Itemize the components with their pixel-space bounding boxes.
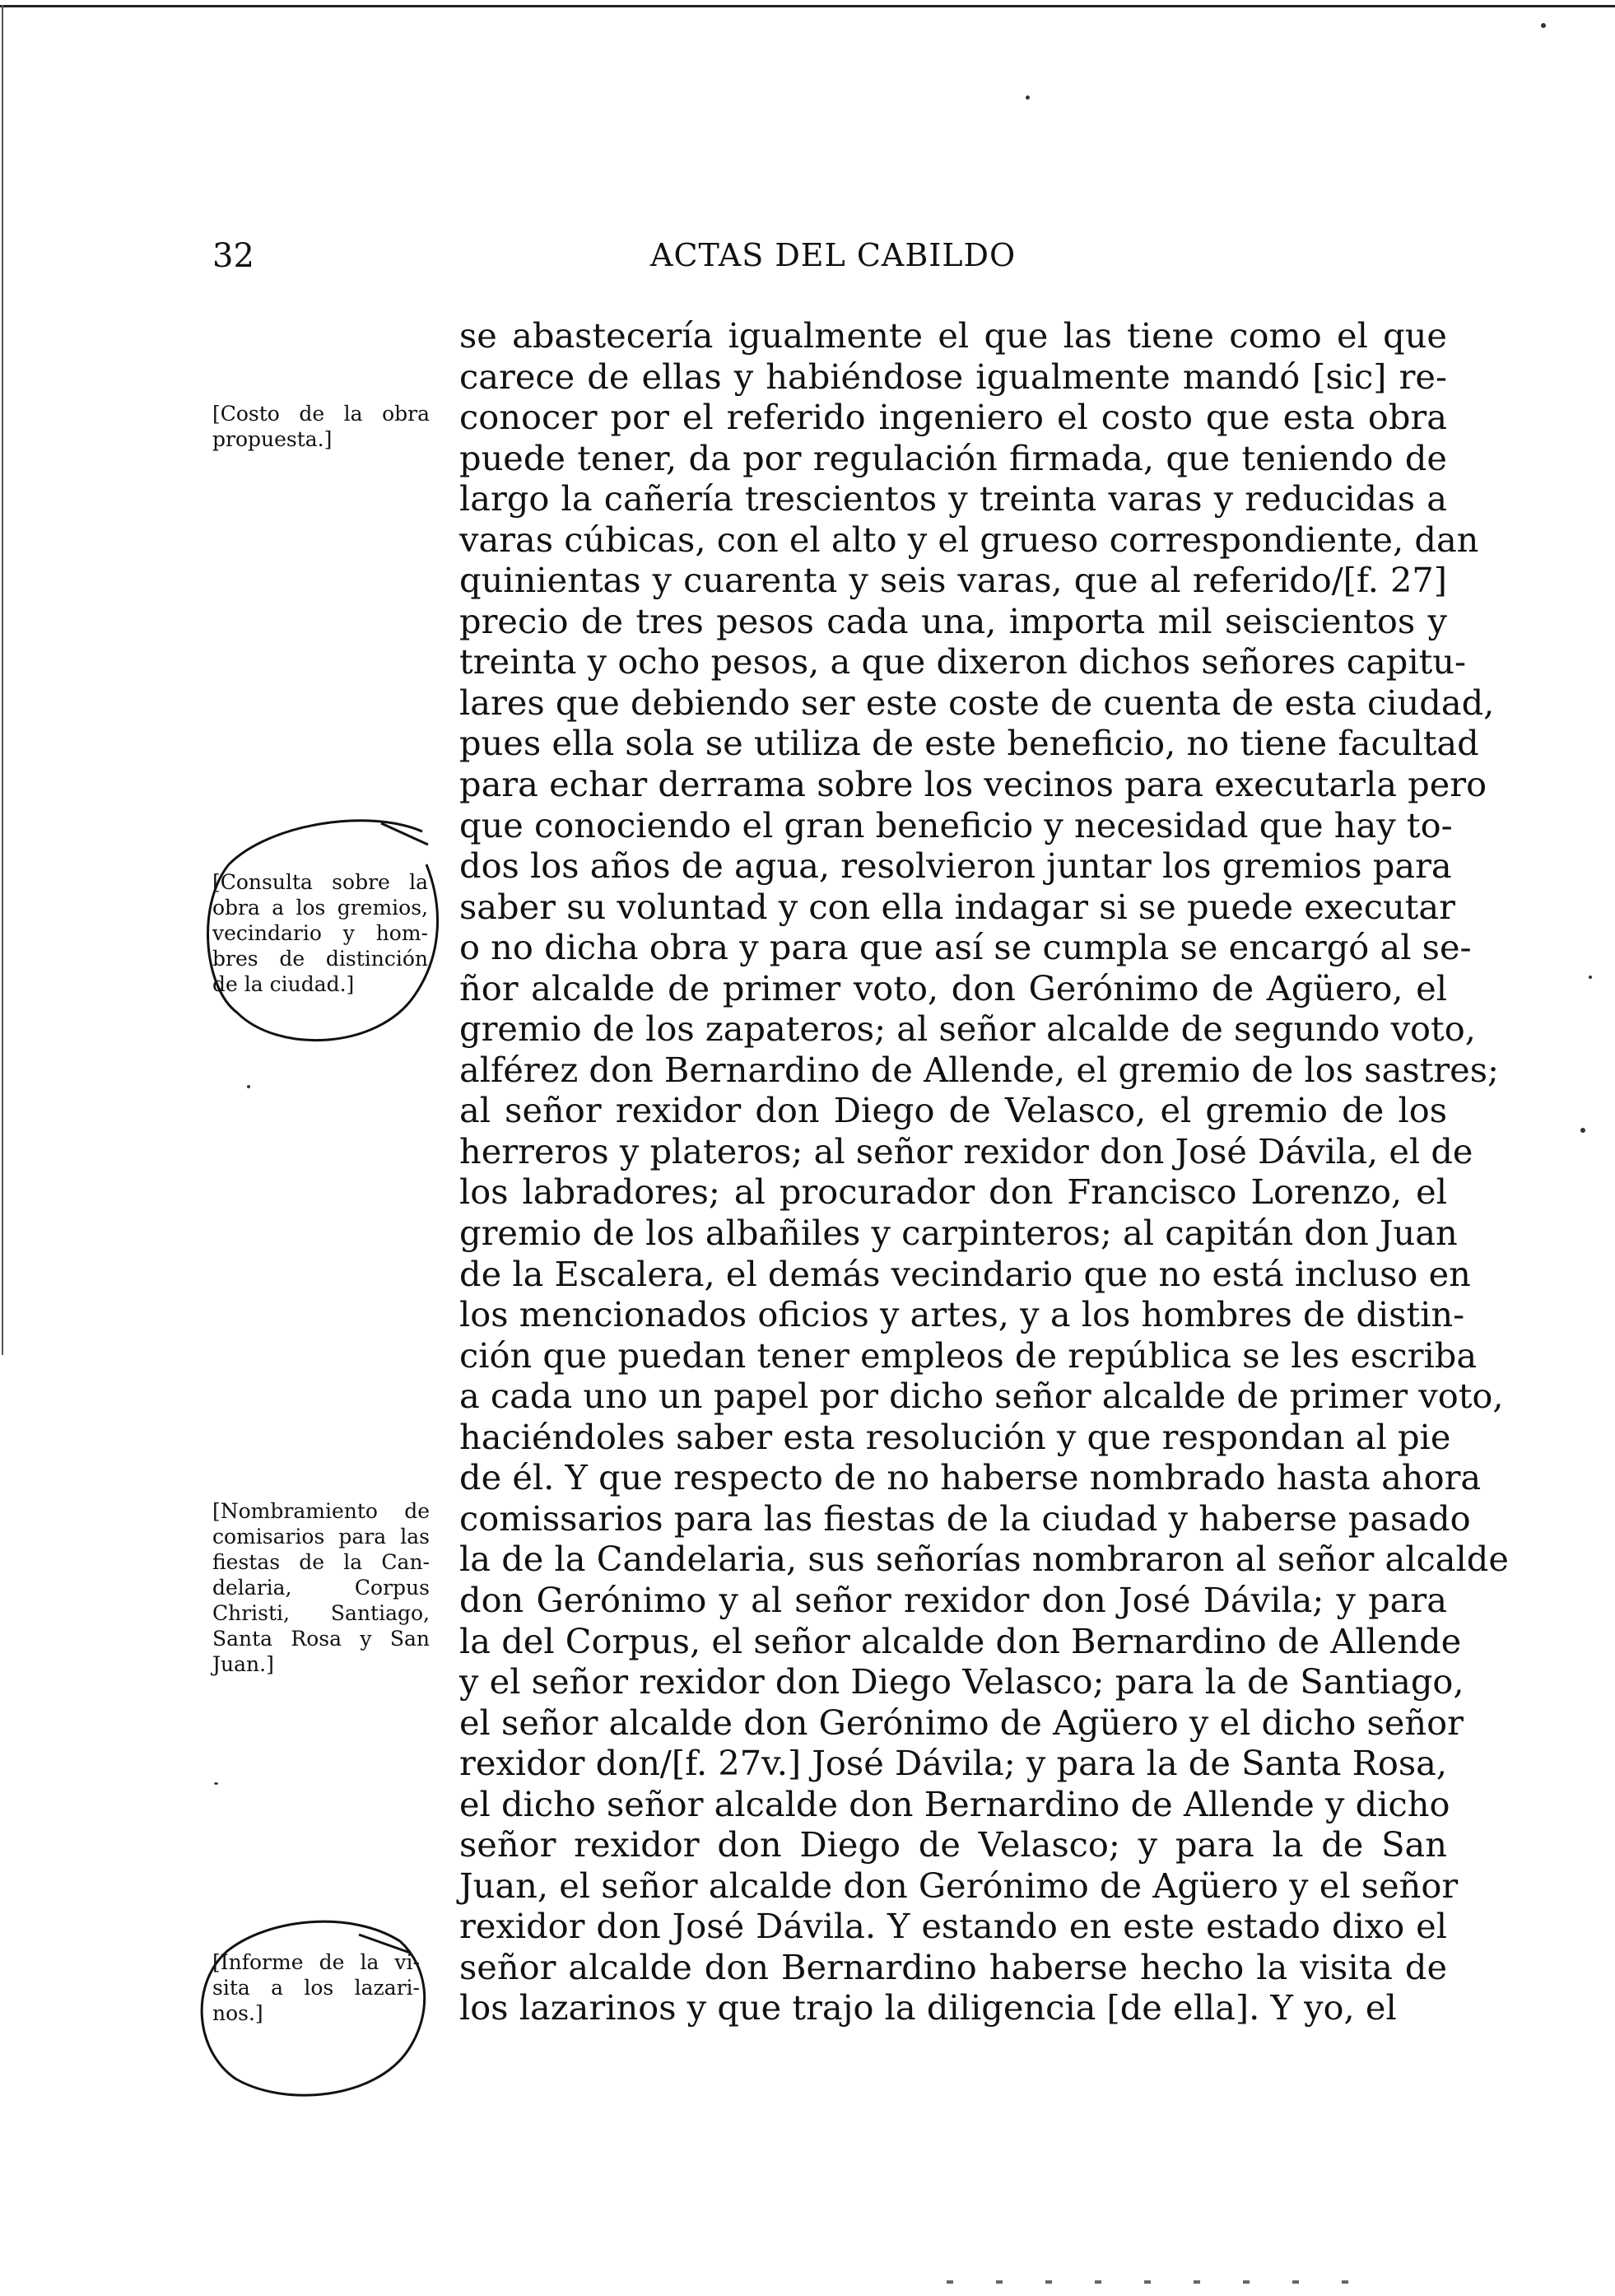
- body-line: señor alcalde don Bernardino haberse hecho la visita de: [459, 1946, 1447, 1987]
- body-line: carece de ellas y habiéndose igualmente mandó [sic] re-: [459, 356, 1447, 397]
- body-line: comissarios para las fiestas de la ciudad y haberse pasado: [459, 1497, 1471, 1539]
- scan-bottom-marks: [947, 2280, 1358, 2284]
- body-line: los lazarinos y que trajo la diligencia [de ella]. Y yo, el: [459, 1987, 1397, 2028]
- body-line: señor rexidor don Diego de Velasco; y para la de San: [459, 1824, 1447, 1865]
- body-line: la del Corpus, el señor alcalde don Bernardino de Allende: [459, 1620, 1462, 1661]
- body-line: al señor rexidor don Diego de Velasco, el gremio de los: [459, 1090, 1447, 1131]
- body-line: pues ella sola se utiliza de este beneficio, no tiene facultad: [459, 723, 1479, 764]
- marginal-note-commissioners: [Nombramiento de comisarios para las fiestas de la Can- delaria, Corpus Christi, Santiago, Santa Rosa y San Juan.]: [212, 1499, 430, 1676]
- body-line: treinta y ocho pesos, a que dixeron dichos señores capitu-: [459, 641, 1467, 682]
- body-line: ción que puedan tener empleos de república se les escriba: [459, 1334, 1478, 1376]
- body-line: rexidor don/[f. 27v.] José Dávila; y para la de Santa Rosa,: [459, 1743, 1448, 1784]
- scan-speck: [214, 1782, 218, 1785]
- body-line: y el señor rexidor don Diego Velasco; para la de Santiago,: [459, 1661, 1464, 1702]
- marginal-note-cost: [Costo de la obra propuesta.]: [212, 402, 430, 451]
- body-line: haciéndoles saber esta resolución y que respondan al pie: [459, 1416, 1451, 1457]
- body-line: lares que debiendo ser este coste de cuenta de esta ciudad,: [459, 682, 1495, 723]
- body-line: ñor alcalde de primer voto, don Gerónimo de Agüero, el: [459, 967, 1447, 1008]
- body-line: el dicho señor alcalde don Bernardino de Allende y dicho: [459, 1783, 1450, 1824]
- scan-speck: [247, 1085, 250, 1088]
- body-line: rexidor don José Dávila. Y estando en este estado dixo el: [459, 1906, 1447, 1947]
- marginal-note-lazarinos: [Informe de la vi- sita a los lazari- nos.]: [212, 1950, 420, 2025]
- body-line: Juan, el señor alcalde don Gerónimo de Agüero y el señor: [459, 1865, 1459, 1906]
- body-line: de la Escalera, el demás vecindario que no está incluso en: [459, 1253, 1471, 1294]
- body-line: precio de tres pesos cada una, importa mil seiscientos y: [459, 600, 1447, 641]
- page-number: 32: [212, 237, 254, 275]
- left-border-rule: [2, 5, 3, 1355]
- body-line: don Gerónimo y al señor rexidor don José Dávila; y para: [459, 1579, 1447, 1620]
- body-line: el señor alcalde don Gerónimo de Agüero y el dicho señor: [459, 1702, 1464, 1743]
- body-line: los labradores; al procurador don Francisco Lorenzo, el: [459, 1171, 1447, 1213]
- body-line: largo la cañería trescientos y treinta varas y reducidas a: [459, 478, 1447, 519]
- body-line: a cada uno un papel por dicho señor alcalde de primer voto,: [459, 1376, 1504, 1417]
- scan-speck: [1580, 1128, 1585, 1133]
- body-line: conocer por el referido ingeniero el costo que esta obra: [459, 397, 1447, 438]
- scan-speck: [1026, 95, 1030, 100]
- body-line: se abastecería igualmente el que las tiene como el que: [459, 315, 1447, 356]
- body-line: gremio de los albañiles y carpinteros; al capitán don Juan: [459, 1213, 1458, 1254]
- body-line: o no dicha obra y para que así se cumpla se encargó al se-: [459, 927, 1472, 968]
- scan-speck: [1541, 23, 1546, 28]
- main-body-text: [459, 315, 1509, 2028]
- top-border-rule: [0, 5, 1615, 7]
- body-line: puede tener, da por regulación firmada, que teniendo de: [459, 437, 1447, 478]
- body-line: de él. Y que respecto de no haberse nombrado hasta ahora: [459, 1457, 1482, 1498]
- body-line: que conociendo el gran beneficio y necesidad que hay to-: [459, 804, 1453, 845]
- body-line: para echar derrama sobre los vecinos para executarla pero: [459, 764, 1487, 805]
- body-line: la de la Candelaria, sus señorías nombraron al señor alcalde: [459, 1539, 1509, 1580]
- scan-speck: [1589, 976, 1592, 979]
- marginal-note-consultation: [Consulta sobre la obra a los gremios, vecindario y hom- bres de distinción de la ciudad.]: [212, 870, 428, 996]
- running-title: ACTAS DEL CABILDO: [650, 237, 1017, 273]
- body-line: saber su voluntad y con ella indagar si se puede executar: [459, 886, 1455, 927]
- body-line: quinientas y cuarenta y seis varas, que al referido/[f. 27]: [459, 560, 1447, 601]
- body-line: varas cúbicas, con el alto y el grueso correspondiente, dan: [459, 519, 1479, 560]
- body-line: los mencionados oficios y artes, y a los hombres de distin-: [459, 1294, 1465, 1335]
- body-line: herreros y plateros; al señor rexidor don José Dávila, el de: [459, 1130, 1473, 1171]
- body-line: alférez don Bernardino de Allende, el gremio de los sastres;: [459, 1049, 1499, 1090]
- body-line: dos los años de agua, resolvieron juntar los gremios para: [459, 845, 1452, 887]
- body-line: gremio de los zapateros; al señor alcalde de segundo voto,: [459, 1008, 1476, 1050]
